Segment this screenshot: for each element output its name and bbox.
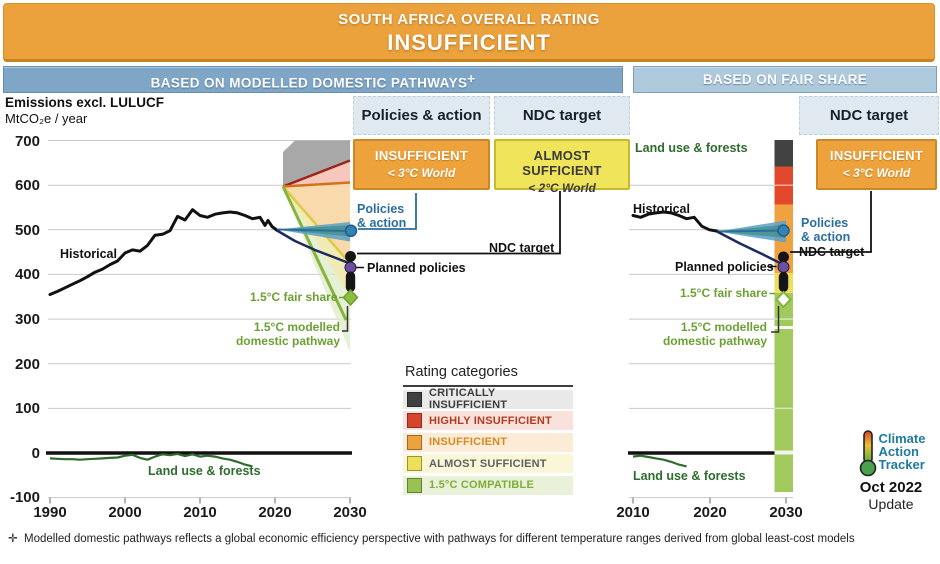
- y-axis-title: Emissions excl. LULUCF MtCO₂e / year: [5, 95, 165, 126]
- x-tick-right-2010: 2010: [616, 504, 650, 521]
- rating-legend: [403, 362, 573, 495]
- legend-swatch: [407, 456, 422, 471]
- footnote-symbol: ✛: [8, 533, 18, 545]
- modelled-pathway-label-right: 1.5°C modelled domestic pathway: [662, 320, 767, 348]
- ndc-target-rating-box: ALMOST SUFFICIENT < 2°C World: [494, 139, 630, 190]
- y-tick-500: 500: [14, 222, 40, 239]
- header-modelled-domestic-pathways: BASED ON MODELLED DOMESTIC PATHWAYS✛: [3, 66, 623, 93]
- policies-action-column-header: Policies & action: [353, 96, 490, 135]
- logo-update: Update: [868, 496, 914, 512]
- x-tick-left-2020: 2020: [258, 504, 292, 521]
- y-tick-600: 600: [14, 177, 40, 194]
- x-tick-left-1990: 1990: [33, 504, 67, 521]
- thermometer-icon: [857, 429, 879, 477]
- fair-share-bar-2030: [775, 140, 794, 492]
- planned-policies-marker-right: [778, 262, 789, 273]
- y-tick-400: 400: [14, 266, 40, 283]
- legend-item-critically-insufficient: CRITICALLY INSUFFICIENT: [403, 390, 573, 409]
- climate-action-tracker-logo: Climate Action Tracker Oct 2022 Update: [843, 429, 939, 512]
- modelled-pathway-label-left: 1.5°C modelled domestic pathway: [235, 320, 340, 348]
- land-use-label-right-top: Land use & forests: [635, 141, 748, 155]
- y-tick-300: 300: [14, 311, 40, 328]
- policies-action-label-right: Policies & action: [801, 216, 851, 244]
- planned-policies-label-right: Planned policies: [675, 260, 774, 274]
- y-tick-200: 200: [14, 356, 40, 373]
- legend-swatch: [407, 392, 422, 407]
- ndc-target-marker-left: [345, 251, 356, 262]
- legend-item-highly-insufficient: HIGHLY INSUFFICIENT: [403, 411, 573, 430]
- policies-action-label-left: Policies & action: [357, 202, 407, 230]
- legend-swatch: [407, 478, 422, 493]
- land-use-label-left: Land use & forests: [148, 464, 261, 478]
- y-tick-n100: -100: [9, 489, 40, 506]
- ndc-target-label-left: NDC target: [489, 241, 555, 255]
- legend-item-insufficient: INSUFFICIENT: [403, 433, 573, 452]
- legend-item-1p5-compatible: 1.5°C COMPATIBLE: [403, 476, 573, 495]
- policies-action-marker-right: [778, 225, 789, 236]
- legend-item-almost-sufficient: ALMOST SUFFICIENT: [403, 454, 573, 473]
- logo-date: Oct 2022: [859, 479, 923, 496]
- ndc-range-bar-right: [779, 272, 788, 292]
- footnote-marker: ✛: [467, 74, 476, 84]
- x-tick-left-2010: 2010: [183, 504, 217, 521]
- policies-action-line-right: [717, 231, 784, 232]
- legend-swatch: [407, 435, 422, 450]
- y-tick-700: 700: [14, 133, 40, 150]
- fair-share-label-left: 1.5°C fair share: [250, 290, 338, 304]
- y-tick-0: 0: [31, 445, 40, 462]
- bar-zero-notch: [775, 451, 794, 455]
- ndc-target-column-header: NDC target: [494, 96, 630, 135]
- banner-rating: INSUFFICIENT: [387, 30, 551, 55]
- historical-label-left: Historical: [60, 247, 117, 261]
- policies-action-rating-box: INSUFFICIENT < 3°C World: [353, 139, 490, 190]
- x-tick-right-2030: 2030: [769, 504, 803, 521]
- footnote: ✛ Modelled domestic pathways reflects a global economic efficiency perspective with pathways for different temperature ranges derived from global least-cost models: [8, 533, 855, 545]
- modelled-pathway-tick-right: [775, 326, 794, 329]
- policies-action-marker-left: [346, 225, 357, 236]
- banner-title: SOUTH AFRICA OVERALL RATING: [338, 11, 600, 28]
- x-tick-left-2000: 2000: [108, 504, 142, 521]
- y-tick-100: 100: [14, 400, 40, 417]
- legend-title: Rating categories: [403, 362, 573, 387]
- overall-rating-banner: [3, 3, 935, 62]
- planned-policies-marker-left: [345, 262, 356, 273]
- x-tick-left-2030: 2030: [333, 504, 367, 521]
- legend-swatch: [407, 413, 422, 428]
- ndc-target-label-right: NDC target: [799, 245, 865, 259]
- planned-policies-label-left: Planned policies: [367, 261, 466, 275]
- x-tick-right-2020: 2020: [693, 504, 727, 521]
- historical-label-right: Historical: [633, 202, 690, 216]
- header-fair-share: BASED ON FAIR SHARE: [633, 66, 937, 93]
- land-use-line-right: [633, 456, 687, 467]
- bar-1p5-compatible: [775, 293, 794, 492]
- bar-critically-insufficient: [775, 140, 794, 167]
- land-use-label-right-bottom: Land use & forests: [633, 469, 746, 483]
- fair-share-ndc-column-header: NDC target: [799, 96, 939, 135]
- ndc-target-marker-right: [778, 252, 789, 263]
- fair-share-ndc-rating-box: INSUFFICIENT < 3°C World: [816, 139, 937, 190]
- x-axis-ticks: [50, 498, 786, 504]
- fair-share-label-right: 1.5°C fair share: [680, 286, 768, 300]
